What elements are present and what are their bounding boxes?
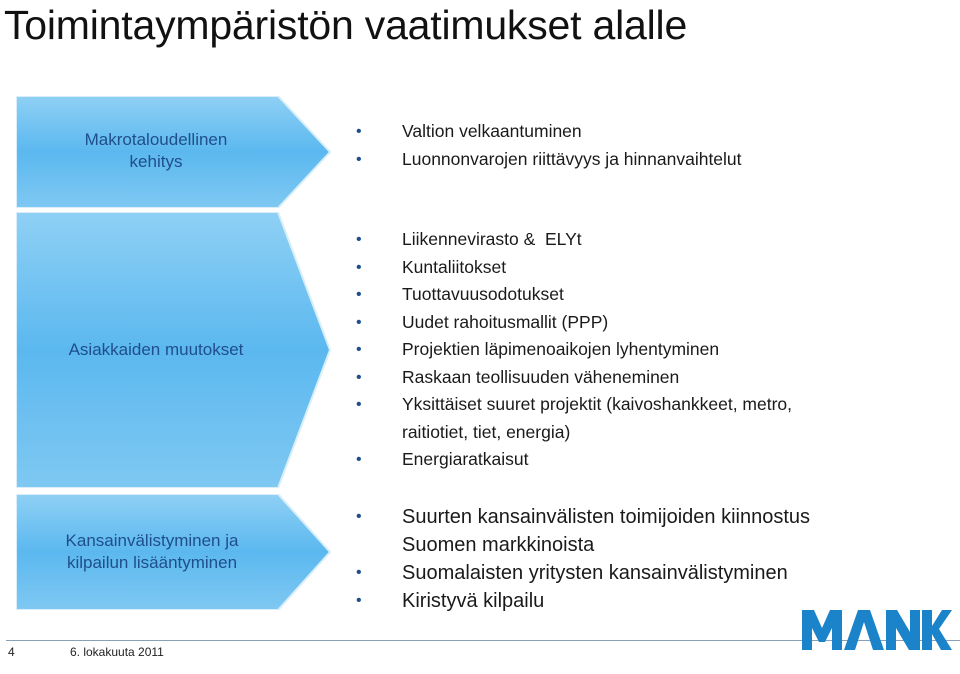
mank-logo [800,606,952,659]
bullet-dot: • [356,258,362,276]
bullet-dot: • [356,123,362,140]
arrow-label-internationalization [34,522,270,582]
bullet-dot: • [356,231,362,248]
bullet-list-customer-changes [356,226,792,474]
list-item: • Uudet rahoitusmallit (PPP) [356,309,792,337]
list-item: • Kuntaliitokset [356,254,792,282]
label-line: Kansainvälistyminen ja [65,531,239,550]
list-item: • Valtion velkaantuminen [356,118,742,146]
list-item: • Kiristyvä kilpailu [356,587,810,615]
bullet-dot: • [356,564,362,581]
list-item: • Yksittäiset suuret projektit (kaivoshankkeet, metro, [356,391,792,419]
arrow-label-customer-changes [36,332,276,368]
bullet-dot: • [356,341,362,358]
arrow-shape-macroeconomic [16,96,332,208]
bullet-dot: • [356,313,362,331]
bullet-dot: • [356,396,362,413]
list-item: • Energiaratkaisut [356,446,792,474]
list-item: • Tuottavuusodotukset [356,281,792,309]
slide-title: Toimintaympäristön vaatimukset alalle [4,2,688,48]
list-item-continuation: raitiotiet, tiet, energia) [402,421,571,442]
bullet-dot: • [356,451,362,468]
label-line: Makrotaloudellinen [84,130,228,149]
bullet-dot: • [356,508,362,525]
mank-logo-graphic [800,606,952,654]
bullet-list-macroeconomic [356,118,742,173]
list-item: • Liikennevirasto & ELYt [356,226,792,254]
page-number: 4 [8,645,15,659]
list-item: • Raskaan teollisuuden väheneminen [356,364,792,392]
list-item: • Luonnonvarojen riittävyys ja hinnanvaihtelut [356,146,742,174]
bullet-dot: • [356,286,362,303]
arrow-shape-customer-changes [16,212,332,488]
bullet-dot: • [356,592,362,609]
label-line: Asiakkaiden muutokset [68,340,244,359]
list-item-continuation: Suomen markkinoista [402,534,595,556]
arrow-shape-internationalization [16,494,332,610]
list-item: • Suurten kansainvälisten toimijoiden kiinnostus [356,503,810,531]
bullet-list-internationalization [356,503,810,615]
bullet-dot: • [356,150,362,168]
label-line: kehitys [129,152,183,171]
list-item: • Projektien läpimenoaikojen lyhentyminen [356,336,792,364]
footer-date: 6. lokakuuta 2011 [70,645,164,659]
label-line: kilpailun lisääntyminen [66,553,238,572]
list-item: • Suomalaisten yritysten kansainvälistyminen [356,559,810,587]
bullet-dot: • [356,368,362,386]
arrow-label-macroeconomic [46,122,266,180]
